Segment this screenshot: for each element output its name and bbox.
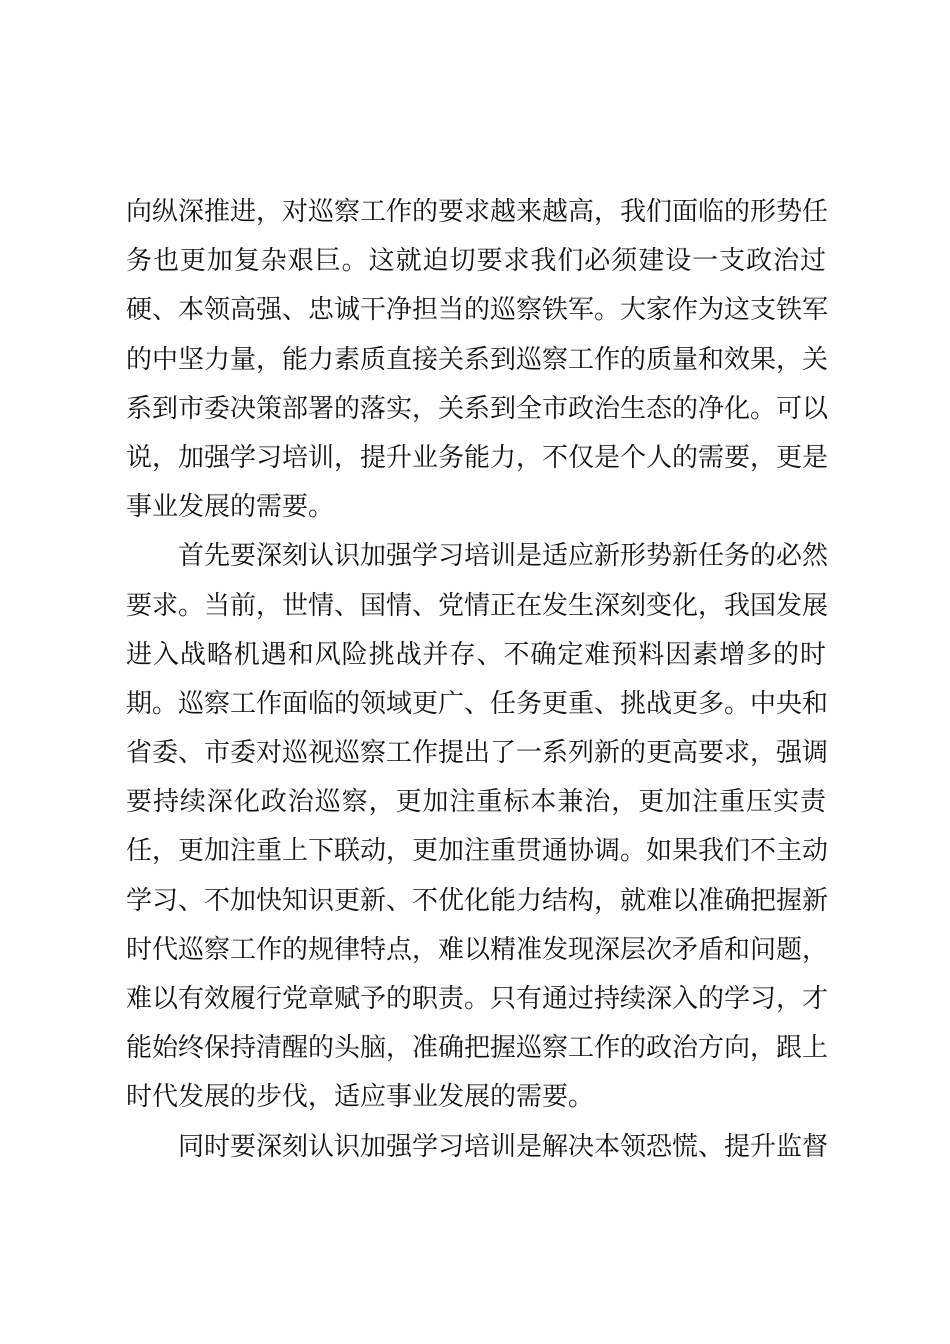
text-line: 进入战略机遇和风险挑战并存、不确定难预料因素增多的时: [126, 639, 826, 670]
text-line: 说，加强学习培训，提升业务能力，不仅是个人的需要，更是: [126, 442, 829, 473]
text-line: 的中坚力量，能力素质直接关系到巡察工作的质量和效果，关: [126, 344, 829, 375]
text-line: 难以有效履行党章赋予的职责。只有通过持续深入的学习，才: [126, 984, 829, 1014]
text-line: 学习、不加快知识更新、不优化能力结构，就难以准确把握新: [126, 885, 829, 916]
text-line: 任，更加注重上下联动，更加注重贯通协调。如果我们不主动: [126, 836, 829, 867]
text-line: 硬、本领高强、忠诚干净担当的巡察铁军。大家作为这支铁军: [126, 295, 829, 326]
paragraph-first-line: 同时要深刻认识加强学习培训是解决本领恐慌、提升监督: [178, 1131, 829, 1162]
text-line: 系到市委决策部署的落实，关系到全市政治生态的净化。可以: [126, 393, 829, 424]
text-line: 务也更加复杂艰巨。这就迫切要求我们必须建设一支政治过: [126, 246, 826, 277]
text-line: 能始终保持清醒的头脑，准确把握巡察工作的政治方向，跟上: [126, 1033, 829, 1064]
text-line: 时代巡察工作的规律特点，难以精准发现深层次矛盾和问题，: [126, 934, 829, 965]
text-line: 期。巡察工作面临的领域更广、任务更重、挑战更多。中央和: [126, 688, 829, 719]
body-text: [126, 188, 829, 1172]
text-line: 省委、市委对巡视巡察工作提出了一系列新的更高要求，强调: [126, 738, 829, 769]
text-line: 要求。当前，世情、国情、党情正在发生深刻变化，我国发展: [126, 590, 829, 621]
paragraph-end-line: 事业发展的需要。: [126, 492, 335, 523]
paragraph-first-line: 首先要深刻认识加强学习培训是适应新形势新任务的必然: [178, 541, 829, 572]
text-line: 向纵深推进，对巡察工作的要求越来越高，我们面临的形势任: [126, 197, 829, 227]
paragraph-end-line: 时代发展的步伐，适应事业发展的需要。: [126, 1082, 595, 1113]
text-line: 要持续深化政治巡察，更加注重标本兼治，更加注重压实责: [126, 787, 826, 818]
